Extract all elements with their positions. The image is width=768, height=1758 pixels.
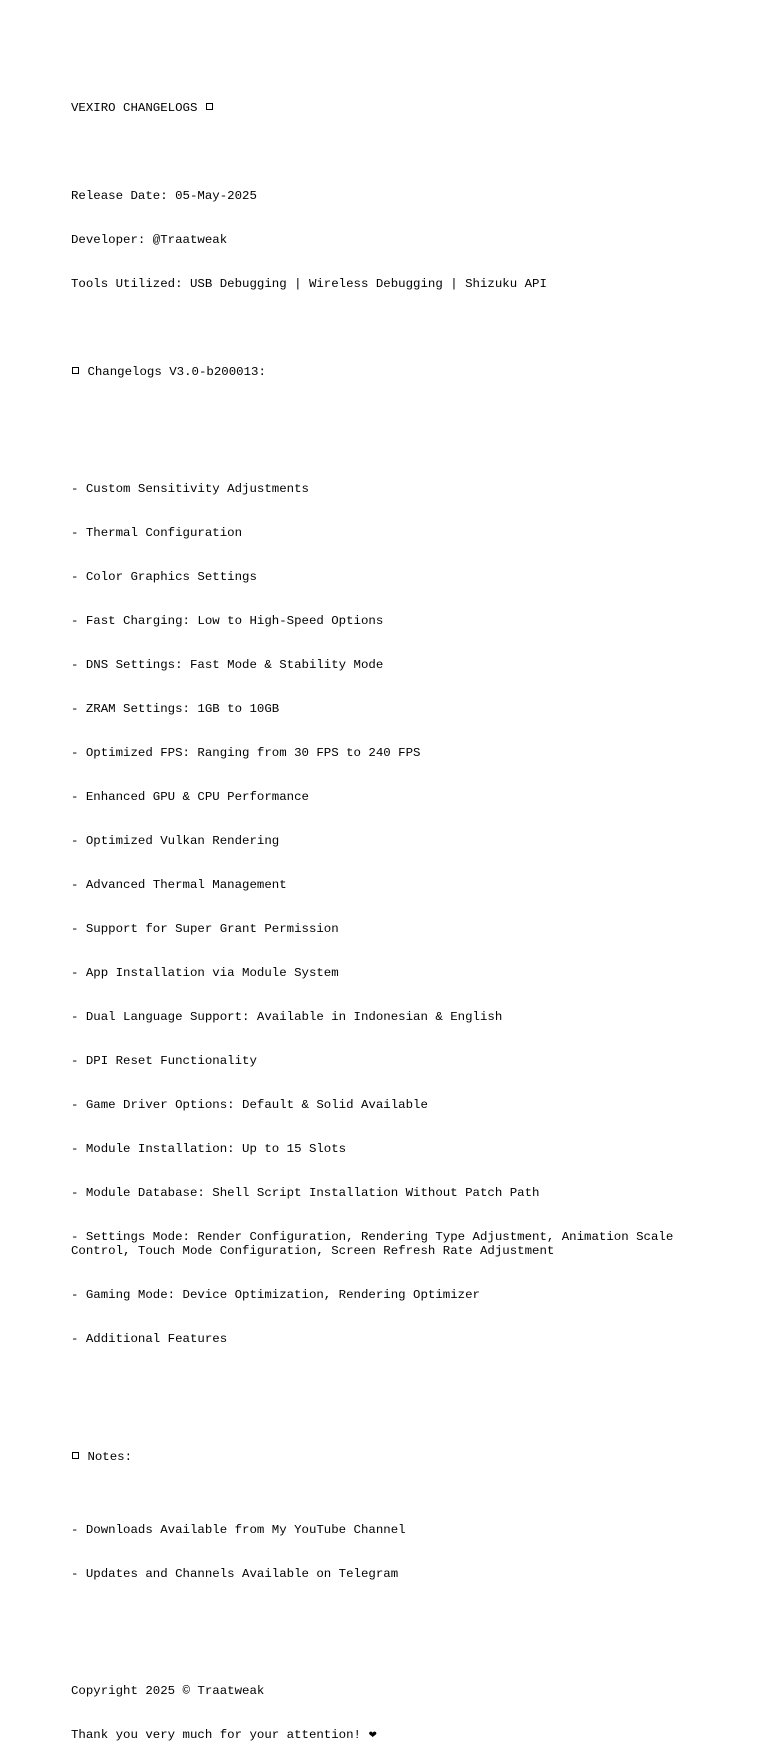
changelog-item: - ZRAM Settings: 1GB to 10GB xyxy=(71,702,280,717)
changelog-item: - Thermal Configuration xyxy=(71,526,243,541)
changelog-item: - Color Graphics Settings xyxy=(71,570,257,585)
changelog-item: - Fast Charging: Low to High-Speed Options xyxy=(71,614,384,629)
spacer xyxy=(71,1640,711,1655)
release-date: Release Date: 05-May-2025 xyxy=(71,189,257,204)
changelog-glyph-icon xyxy=(72,367,79,374)
spacer xyxy=(71,145,711,160)
changelog-heading-line xyxy=(71,365,711,380)
changelog-item: - Module Database: Shell Script Installation Without Patch Path xyxy=(71,1185,540,1200)
document-title-line xyxy=(71,101,711,116)
developer: Developer: @Traatweak xyxy=(71,233,228,248)
notes-heading-line xyxy=(71,1450,711,1465)
changelog-item: - Custom Sensitivity Adjustments xyxy=(71,482,309,497)
spacer xyxy=(71,409,711,424)
changelog-item: - Advanced Thermal Management xyxy=(71,878,287,893)
changelog-item: - App Installation via Module System xyxy=(71,965,339,980)
document-title: VEXIRO CHANGELOGS xyxy=(71,101,198,116)
changelog-list xyxy=(71,453,711,1376)
changelog-item: - Enhanced GPU & CPU Performance xyxy=(71,790,309,805)
heart-icon: ❤ xyxy=(368,1730,377,1742)
notes-item: - Downloads Available from My YouTube Channel xyxy=(71,1522,406,1537)
changelog-item: - Game Driver Options: Default & Solid Available xyxy=(71,1097,428,1112)
changelog-item: - Support for Super Grant Permission xyxy=(71,922,339,937)
title-glyph-icon xyxy=(206,103,213,110)
changelog-item: - Gaming Mode: Device Optimization, Rendering Optimizer xyxy=(71,1288,480,1303)
tools-utilized: Tools Utilized: USB Debugging | Wireless Debugging | Shizuku API xyxy=(71,277,547,292)
changelog-item: - Settings Mode: Render Configuration, Rendering Type Adjustment, Animation Scale Control, Touch Mode Configuration, Screen Refresh Rate Adjustment xyxy=(71,1229,681,1259)
thanks-line xyxy=(71,1728,711,1744)
changelog-document xyxy=(71,72,711,1758)
changelog-item: - Additional Features xyxy=(71,1332,228,1347)
notes-list xyxy=(71,1494,711,1611)
notes-heading: Notes: xyxy=(87,1449,133,1464)
notes-item: - Updates and Channels Available on Telegram xyxy=(71,1566,399,1581)
thanks-text: Thank you very much for your attention! xyxy=(71,1728,361,1743)
notes-glyph-icon xyxy=(72,1452,79,1459)
spacer xyxy=(71,1406,711,1421)
spacer xyxy=(71,321,711,336)
changelog-item: - Optimized Vulkan Rendering xyxy=(71,834,280,849)
changelog-item: - DPI Reset Functionality xyxy=(71,1053,257,1068)
changelog-item: - Module Installation: Up to 15 Slots xyxy=(71,1141,347,1156)
changelog-item: - Dual Language Support: Available in Indonesian & English xyxy=(71,1009,503,1024)
changelog-heading: Changelogs V3.0-b200013: xyxy=(87,365,266,380)
copyright: Copyright 2025 © Traatweak xyxy=(71,1684,265,1699)
changelog-item: - Optimized FPS: Ranging from 30 FPS to 240 FPS xyxy=(71,746,421,761)
changelog-item: - DNS Settings: Fast Mode & Stability Mode xyxy=(71,658,384,673)
